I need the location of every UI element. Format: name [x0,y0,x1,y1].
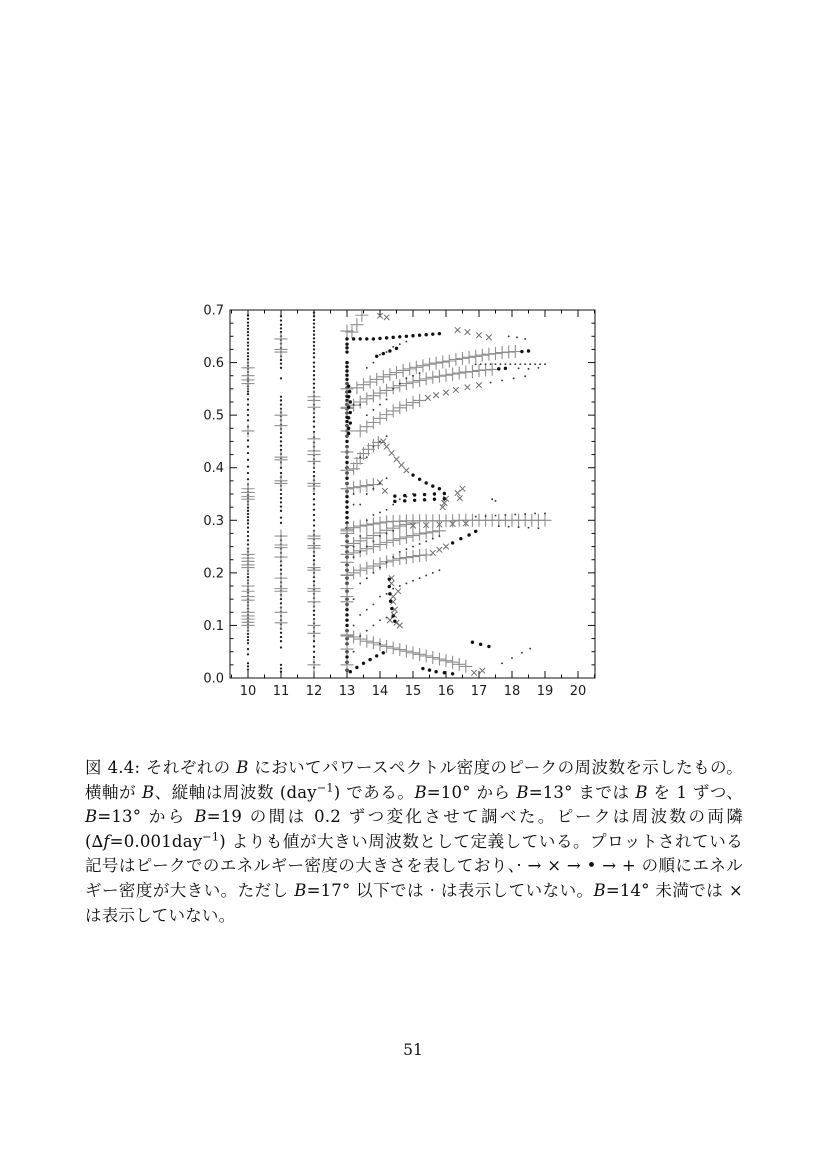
caption-segment: B [236,758,249,777]
page-number: 51 [403,1041,423,1059]
caption-segment: =17° 以下では · は表示していない。 [306,880,594,900]
x-tick-label: 13 [338,684,356,699]
x-tick-label: 20 [569,684,587,699]
y-tick-label: 0.7 [203,303,224,319]
caption-segment: =0.001day [109,831,203,851]
caption-segment: を 1 ずつ、 [647,782,743,802]
caption-segment: =13° から [97,807,195,827]
y-tick-label: 0.6 [203,356,224,372]
caption-segment: B [141,782,155,802]
caption-segment: ) よりも値が大きい周波数として定義している。プロットされている記号はピークでのエネルギー密度の大きさを表しており、· → × → • → + の順にエネルギー密度が大きい。ただし [85,831,743,900]
caption-segment: B [593,880,606,900]
caption-segment: =10° から [426,782,517,802]
y-tick-label: 0.1 [203,618,224,634]
caption-segment: f [103,831,110,851]
caption-segment: −1 [316,781,334,795]
caption-segment: B [85,807,98,827]
x-tick-label: 17 [470,684,488,699]
y-tick-label: 0.0 [203,671,224,687]
x-tick-label: 12 [305,684,323,699]
x-tick-label: 14 [371,684,389,699]
y-tick-label: 0.5 [203,408,224,424]
caption-segment: B [294,880,307,900]
scatter-plot [185,298,615,706]
caption-segment: =13° までは [528,782,636,802]
caption-segment: 、縦軸は周波数 (day [154,782,317,802]
x-tick-label: 11 [272,684,290,699]
x-tick-label: 10 [239,684,257,699]
x-tick-label: 18 [503,684,521,699]
y-tick-label: 0.3 [203,513,224,529]
caption-segment: 図 4.4: それぞれの [85,758,237,777]
caption-segment: B [516,782,529,802]
y-tick-label: 0.2 [203,566,224,582]
caption-segment: B [635,782,648,802]
figure-caption [85,756,743,928]
caption-segment: においてパワースペクトル密度のピークの周波数を示したもの。横軸が [85,758,743,802]
caption-segment: B [194,807,207,827]
caption-segment: −1 [202,830,220,844]
caption-segment: B [414,782,427,802]
caption-segment: ) である。 [333,782,415,802]
y-tick-label: 0.4 [203,461,224,477]
x-tick-label: 15 [404,684,422,699]
figure-4-4 [185,298,615,706]
x-tick-label: 16 [437,684,455,699]
caption-segment: =19 の間は 0.2 ずつ変化させて調べた。ピークは周波数の両隣 (∆ [85,807,743,851]
caption-segment: =14° 未満では × は表示していない。 [85,880,743,925]
x-tick-label: 19 [536,684,554,699]
